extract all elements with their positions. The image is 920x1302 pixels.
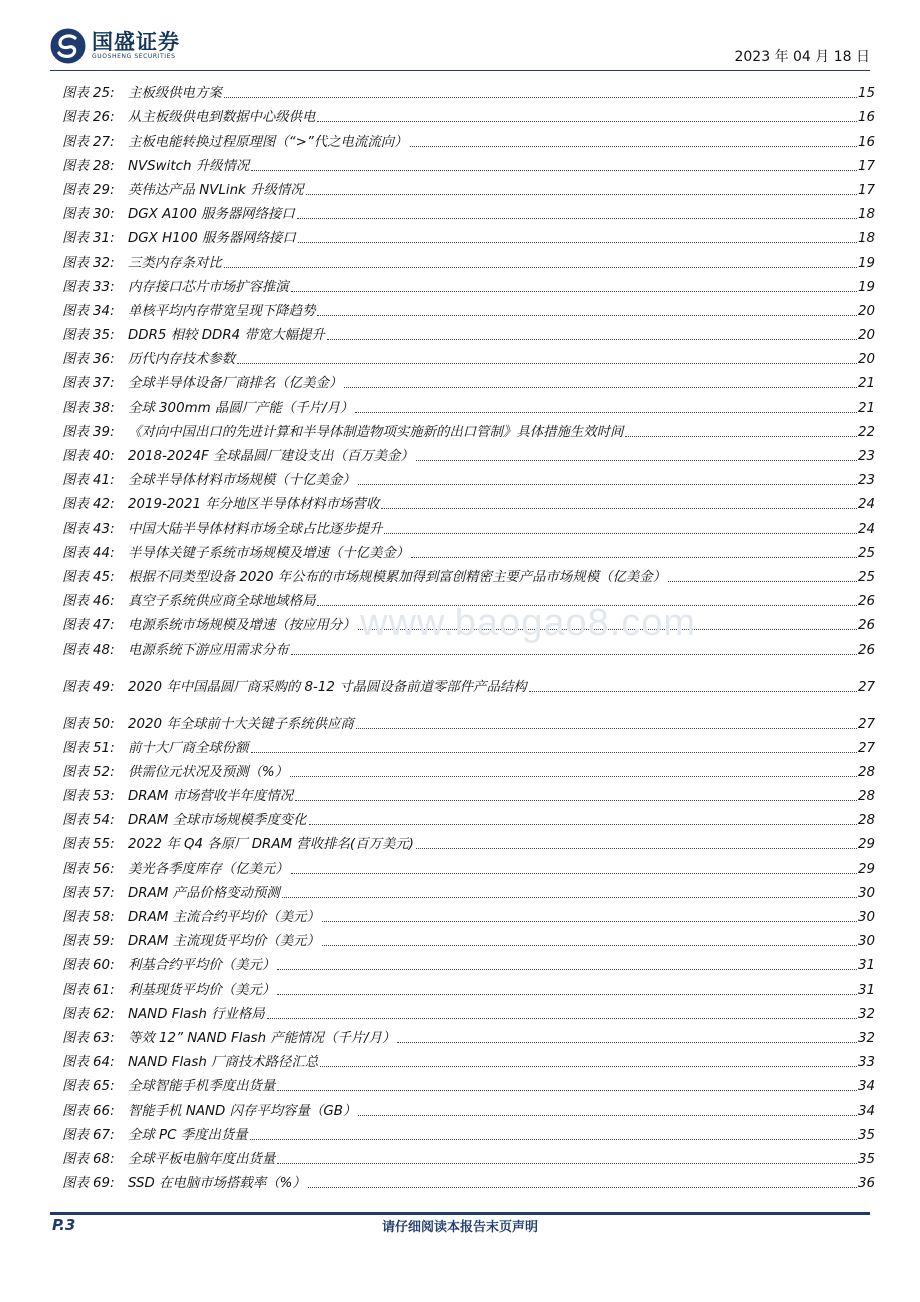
figure-number: 图表 36:: [62, 352, 115, 368]
toc-entry[interactable]: [62, 297, 875, 321]
toc-entry[interactable]: [62, 951, 875, 975]
toc-entry[interactable]: [62, 611, 875, 635]
toc-entry[interactable]: [62, 734, 875, 758]
figure-title: 2020 年全球前十大关键子系统供应商: [128, 716, 354, 732]
toc-entry-label: [62, 1151, 275, 1169]
figure-number: 图表 62:: [62, 1006, 115, 1022]
page-ref: 18: [857, 207, 875, 223]
toc-entry-label: [62, 933, 320, 951]
figure-title: 2018-2024F 全球晶圆厂建设支出（百万美金）: [128, 449, 414, 464]
dot-leader: [625, 436, 857, 437]
page-ref: 27: [857, 679, 875, 695]
page-ref: 28: [857, 764, 875, 780]
toc-entry[interactable]: [62, 563, 875, 587]
toc-entry[interactable]: [62, 587, 875, 611]
dot-leader: [356, 728, 857, 729]
figure-number: 图表 44:: [62, 545, 115, 561]
dot-leader: [317, 121, 856, 122]
page-ref: 30: [857, 910, 875, 925]
figure-number: 图表 46:: [62, 594, 115, 610]
page-ref: 29: [857, 837, 875, 853]
toc-entry[interactable]: [62, 321, 875, 345]
figure-title: SSD 在电脑市场搭载率（%）: [128, 1176, 306, 1192]
toc-entry[interactable]: [62, 975, 875, 999]
toc-entry-label: [62, 617, 356, 635]
dot-leader: [411, 557, 857, 558]
toc-entry[interactable]: [62, 697, 875, 734]
toc-entry[interactable]: [62, 830, 875, 854]
toc-entry-label: [62, 1175, 306, 1193]
toc-entry[interactable]: [62, 1121, 875, 1145]
toc-entry-label: [62, 1030, 395, 1048]
toc-entry[interactable]: [62, 393, 875, 417]
figure-number: 图表 27:: [62, 134, 115, 150]
footer-divider: [50, 1212, 870, 1215]
figure-title: DRAM 市场营收半年度情况: [128, 789, 294, 805]
page-ref: 28: [857, 789, 875, 805]
toc-entry-label: [62, 303, 315, 321]
figure-number: 图表 38:: [62, 400, 115, 416]
dot-leader: [317, 605, 856, 606]
toc-entry-label: [62, 679, 527, 697]
toc-entry[interactable]: [62, 758, 875, 782]
toc-entry-label: [62, 351, 235, 369]
figure-number: 图表 69:: [62, 1176, 115, 1192]
toc-entry-label: [62, 569, 666, 587]
figure-number: 图表 68:: [62, 1151, 115, 1167]
figure-title: 前十大厂商全球份额: [128, 740, 249, 756]
dot-leader: [322, 921, 857, 922]
header-divider: [50, 70, 870, 71]
figure-title: DGX H100 服务器网络接口: [128, 231, 296, 247]
page-ref: 33: [857, 1055, 875, 1071]
toc-entry-label: [62, 545, 409, 563]
figure-title: 全球平板电脑年度出货量: [128, 1151, 276, 1167]
toc-entry[interactable]: [62, 224, 875, 248]
toc-entry[interactable]: [62, 854, 875, 878]
toc-entry[interactable]: [62, 879, 875, 903]
toc-entry[interactable]: [62, 127, 875, 151]
dot-leader: [317, 315, 856, 316]
figure-title: 全球半导体材料市场规模（十亿美金）: [128, 473, 356, 489]
dot-leader: [384, 533, 857, 534]
dot-leader: [358, 484, 857, 485]
page-ref: 28: [857, 813, 875, 829]
page-ref: 25: [857, 569, 875, 585]
toc-entry[interactable]: [62, 1169, 875, 1193]
brand-name-cn: 国盛证券: [92, 30, 180, 54]
toc-entry[interactable]: [62, 79, 875, 103]
toc-entry[interactable]: [62, 248, 875, 272]
page-ref: 24: [857, 521, 875, 537]
figure-number: 图表 32:: [62, 255, 115, 271]
figure-title: 主板电能转换过程原理图（“>”代之电流流向）: [128, 134, 408, 150]
toc-entry-label: [62, 642, 289, 660]
toc-entry-label: [62, 85, 222, 103]
figure-title: DRAM 全球市场规模季度变化: [128, 813, 307, 829]
figure-title: 供需位元状况及预测（%）: [128, 764, 289, 780]
toc-entry-label: [62, 424, 623, 442]
dot-leader: [416, 460, 857, 461]
toc-entry[interactable]: [62, 1145, 875, 1169]
figure-title: 智能手机 NAND 闪存平均容量（GB）: [128, 1103, 357, 1119]
toc-entry-label: [62, 716, 354, 734]
guosheng-logo-icon: [50, 28, 86, 64]
dot-leader: [291, 873, 857, 874]
figure-number: 图表 58:: [62, 910, 115, 925]
page-ref: 24: [857, 497, 875, 513]
page-ref: 19: [857, 279, 875, 295]
dot-leader: [397, 1042, 857, 1043]
page-ref: 31: [857, 982, 875, 998]
page-ref: 25: [857, 545, 875, 561]
dot-leader: [291, 654, 857, 655]
dot-leader: [416, 848, 857, 849]
figure-title: 中国大陆半导体材料市场全球占比逐步提升: [128, 521, 383, 537]
figure-number: 图表 30:: [62, 207, 115, 223]
page-ref: 26: [857, 594, 875, 610]
page-number: P.3: [52, 1216, 76, 1234]
footer-disclaimer: 请仔细阅读本报告末页声明: [381, 1220, 538, 1235]
figure-number: 图表 31:: [62, 231, 115, 247]
page-ref: 32: [857, 1006, 875, 1022]
dot-leader: [251, 752, 857, 753]
page-ref: 32: [857, 1030, 875, 1046]
page-ref: 20: [857, 303, 875, 319]
dot-leader: [291, 291, 857, 292]
dot-leader: [529, 691, 857, 692]
toc-entry-label: [62, 375, 342, 393]
figure-title: 美光各季度库存（亿美元）: [128, 861, 289, 877]
toc-entry[interactable]: [62, 200, 875, 224]
figure-number: 图表 61:: [62, 982, 115, 998]
dot-leader: [297, 218, 857, 219]
figure-title: 半导体关键子系统市场规模及增速（十亿美金）: [128, 545, 410, 561]
dot-leader: [358, 629, 857, 630]
dot-leader: [277, 994, 857, 995]
dot-leader: [282, 897, 857, 898]
dot-leader: [344, 387, 857, 388]
toc-entry[interactable]: [62, 514, 875, 538]
toc-entry-label: [62, 957, 275, 975]
toc-entry[interactable]: [62, 635, 875, 659]
dot-leader: [251, 170, 857, 171]
page-ref: 35: [857, 1151, 875, 1167]
page-ref: 34: [857, 1079, 875, 1095]
toc-entry[interactable]: [62, 1096, 875, 1120]
figure-title: 全球半导体设备厂商排名（亿美金）: [128, 376, 343, 392]
toc-entry[interactable]: [62, 1024, 875, 1048]
toc-entry[interactable]: [62, 539, 875, 563]
figure-number: 图表 57:: [62, 885, 115, 901]
toc-entry[interactable]: [62, 369, 875, 393]
toc-entry[interactable]: [62, 806, 875, 830]
figure-number: 图表 55:: [62, 837, 115, 853]
dot-leader: [322, 945, 857, 946]
toc-entry-label: [62, 279, 289, 297]
toc-entry[interactable]: [62, 176, 875, 200]
page-ref: 22: [857, 424, 875, 440]
toc-entry-label: [62, 496, 379, 514]
page-ref: 21: [857, 376, 875, 392]
page-ref: 35: [857, 1127, 875, 1143]
dot-leader: [320, 1066, 857, 1067]
toc-entry[interactable]: [62, 103, 875, 127]
figure-number: 图表 26:: [62, 110, 115, 126]
page-ref: 23: [857, 473, 875, 489]
figure-number: 图表 60:: [62, 958, 115, 974]
figure-title: DRAM 主流现货平均价（美元）: [128, 934, 320, 950]
page-ref: 36: [857, 1176, 875, 1192]
figure-number: 图表 43:: [62, 521, 115, 537]
dot-leader: [267, 1018, 857, 1019]
page-ref: 20: [857, 352, 875, 368]
figure-number: 图表 39:: [62, 424, 115, 440]
page-ref: 27: [857, 716, 875, 732]
toc-entry-label: [62, 327, 325, 345]
toc-entry[interactable]: [62, 418, 875, 442]
page-ref: 29: [857, 861, 875, 877]
dot-leader: [358, 1115, 857, 1116]
toc-entry-label: [62, 861, 289, 879]
toc-entry-label: [62, 812, 307, 830]
page-ref: 30: [857, 885, 875, 901]
figure-number: 图表 64:: [62, 1055, 115, 1071]
figure-title: DDR5 相较 DDR4 带宽大幅提升: [128, 328, 325, 344]
page-ref: 23: [857, 449, 875, 464]
figure-title: 单核平均内存带宽呈现下降趋势: [128, 303, 316, 319]
dot-leader: [381, 508, 857, 509]
figure-title: NVSwitch 升级情况: [128, 158, 250, 174]
brand-logo: [50, 28, 180, 64]
figure-number: 图表 56:: [62, 861, 115, 877]
figure-title: NAND Flash 厂商技术路径汇总: [128, 1055, 319, 1071]
figure-title: DGX A100 服务器网络接口: [128, 207, 295, 223]
page-ref: 16: [857, 134, 875, 150]
figure-title: 2022 年 Q4 各原厂 DRAM 营收排名(百万美元): [128, 837, 414, 853]
toc-entry[interactable]: [62, 782, 875, 806]
toc-entry-label: [62, 788, 293, 806]
toc-entry-label: [62, 1103, 356, 1121]
figure-title: 全球 300mm 晶圆厂产能（千片/月）: [128, 400, 354, 416]
figure-number: 图表 50:: [62, 716, 115, 732]
toc-entry-label: [62, 230, 296, 248]
figure-number: 图表 47:: [62, 618, 115, 634]
figure-title: 电源系统市场规模及增速（按应用分）: [128, 618, 356, 634]
figure-title: 利基合约平均价（美元）: [128, 958, 276, 974]
dot-leader: [327, 339, 857, 340]
dot-leader: [277, 1163, 857, 1164]
page-ref: 27: [857, 740, 875, 756]
figure-title: 等效 12” NAND Flash 产能情况（千片/月）: [128, 1030, 396, 1046]
toc-entry-label: [62, 182, 304, 200]
figure-index: [62, 79, 875, 1193]
toc-entry-label: [62, 1078, 275, 1096]
page-ref: 16: [857, 110, 875, 126]
page-ref: 15: [857, 86, 875, 102]
figure-number: 图表 45:: [62, 569, 115, 585]
figure-title: 历代内存技术参数: [128, 352, 236, 368]
toc-entry-label: [62, 836, 414, 854]
toc-entry[interactable]: [62, 466, 875, 490]
toc-entry[interactable]: [62, 927, 875, 951]
toc-entry-label: [62, 109, 315, 127]
watermark: www.baogao8.com: [360, 602, 697, 644]
dot-leader: [237, 363, 857, 364]
figure-number: 图表 52:: [62, 764, 115, 780]
figure-title: 英伟达产品 NVLink 升级情况: [128, 182, 304, 198]
dot-leader: [224, 97, 857, 98]
figure-title: 真空子系统供应商全球地域格局: [128, 594, 316, 610]
page-header: [50, 28, 870, 68]
figure-number: 图表 34:: [62, 303, 115, 319]
toc-entry-label: [62, 255, 222, 273]
toc-entry-label: [62, 134, 408, 152]
figure-number: 图表 41:: [62, 473, 115, 489]
page-ref: 21: [857, 400, 875, 416]
figure-title: NAND Flash 行业格局: [128, 1006, 265, 1022]
dot-leader: [355, 412, 857, 413]
toc-entry-label: [62, 885, 280, 903]
figure-number: 图表 42:: [62, 497, 115, 513]
dot-leader: [295, 800, 857, 801]
toc-entry-label: [62, 740, 249, 758]
figure-number: 图表 33:: [62, 279, 115, 295]
dot-leader: [668, 581, 857, 582]
dot-leader: [298, 242, 857, 243]
toc-entry-label: [62, 909, 320, 927]
toc-entry-label: [62, 1054, 318, 1072]
toc-entry-label: [62, 1127, 248, 1145]
toc-entry-label: [62, 764, 288, 782]
figure-number: 图表 65:: [62, 1079, 115, 1095]
dot-leader: [290, 776, 857, 777]
figure-title: 三类内存条对比: [128, 255, 222, 271]
figure-title: 《对向中国出口的先进计算和半导体制造物项实施新的出口管制》具体措施生效时间: [128, 424, 624, 440]
figure-title: 全球智能手机季度出货量: [128, 1079, 276, 1095]
toc-entry[interactable]: [62, 442, 875, 466]
figure-title: DRAM 主流合约平均价（美元）: [128, 910, 320, 925]
figure-number: 图表 37:: [62, 376, 115, 392]
figure-number: 图表 51:: [62, 740, 115, 756]
figure-number: 图表 35:: [62, 328, 115, 344]
dot-leader: [306, 194, 857, 195]
toc-entry-label: [62, 158, 249, 176]
page-ref: 18: [857, 231, 875, 247]
figure-number: 图表 59:: [62, 934, 115, 950]
page-ref: 34: [857, 1103, 875, 1119]
toc-entry[interactable]: [62, 1000, 875, 1024]
figure-number: 图表 67:: [62, 1127, 115, 1143]
figure-title: 主板级供电方案: [128, 86, 222, 102]
figure-number: 图表 49:: [62, 679, 115, 695]
figure-title: 2019-2021 年分地区半导体材料市场营收: [128, 497, 380, 513]
dot-leader: [308, 1187, 857, 1188]
page-ref: 17: [857, 158, 875, 174]
page-ref: 31: [857, 958, 875, 974]
toc-entry-label: [62, 448, 414, 466]
figure-title: 利基现货平均价（美元）: [128, 982, 276, 998]
dot-leader: [309, 824, 857, 825]
dot-leader: [410, 146, 857, 147]
toc-entry[interactable]: [62, 490, 875, 514]
figure-number: 图表 29:: [62, 182, 115, 198]
dot-leader: [250, 1139, 857, 1140]
page-ref: 30: [857, 934, 875, 950]
toc-entry-label: [62, 400, 353, 418]
dot-leader: [224, 267, 857, 268]
toc-entry-label: [62, 206, 295, 224]
toc-entry[interactable]: [62, 345, 875, 369]
page-ref: 17: [857, 182, 875, 198]
figure-number: 图表 48:: [62, 642, 115, 658]
figure-title: 2020 年中国晶圆厂商采购的 8-12 寸晶圆设备前道零部件产品结构: [128, 679, 527, 695]
brand-name-en: GUOSHENG SECURITIES: [92, 53, 176, 60]
page-ref: 19: [857, 255, 875, 271]
page-ref: 26: [857, 618, 875, 634]
figure-number: 图表 40:: [62, 449, 115, 464]
figure-title: 内存接口芯片市场扩容推演: [128, 279, 289, 295]
toc-entry[interactable]: [62, 1072, 875, 1096]
figure-number: 图表 63:: [62, 1030, 115, 1046]
toc-entry[interactable]: [62, 660, 875, 697]
toc-entry-label: [62, 593, 315, 611]
toc-entry-label: [62, 472, 356, 490]
toc-entry-label: [62, 1006, 265, 1024]
toc-entry[interactable]: [62, 152, 875, 176]
figure-number: 图表 53:: [62, 789, 115, 805]
toc-entry[interactable]: [62, 1048, 875, 1072]
figure-title: 全球 PC 季度出货量: [128, 1127, 248, 1143]
figure-number: 图表 28:: [62, 158, 115, 174]
dot-leader: [277, 969, 857, 970]
toc-entry-label: [62, 521, 382, 539]
report-date: 2023 年 04 月 18 日: [734, 49, 870, 65]
figure-title: DRAM 产品价格变动预测: [128, 885, 280, 901]
page-ref: 20: [857, 328, 875, 344]
figure-title: 电源系统下游应用需求分布: [128, 642, 289, 658]
toc-entry[interactable]: [62, 903, 875, 927]
figure-number: 图表 66:: [62, 1103, 115, 1119]
toc-entry-label: [62, 982, 275, 1000]
figure-number: 图表 54:: [62, 813, 115, 829]
figure-title: 从主板级供电到数据中心级供电: [128, 110, 316, 126]
page-ref: 26: [857, 642, 875, 658]
dot-leader: [277, 1090, 857, 1091]
figure-title: 根据不同类型设备 2020 年公布的市场规模累加得到富创精密主要产品市场规模（亿美金）: [128, 569, 667, 585]
toc-entry[interactable]: [62, 273, 875, 297]
figure-number: 图表 25:: [62, 86, 115, 102]
